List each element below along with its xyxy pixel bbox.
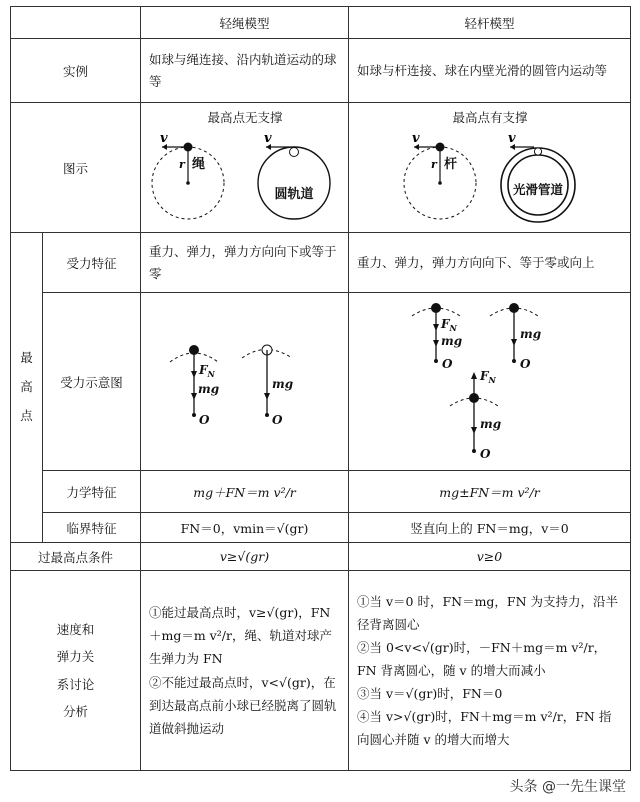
- arrowhead-icon: [191, 393, 197, 400]
- watermark: 头条 @一先生课堂: [509, 779, 626, 795]
- o-label: O: [519, 356, 530, 371]
- analysis-label-line: 速度和: [56, 621, 95, 637]
- examples-rod: 如球与杆连接、球在内壁光滑的圆管内运动等: [349, 39, 631, 103]
- force-diagram-label: 受力示意图: [43, 293, 141, 471]
- rope-force-diagram: [142, 294, 348, 470]
- analysis-rod-item: ②当 0<v<√(gr)时，－FN＋mg＝m v²/r，FN 背离圆心，随 v 的增大而减小: [357, 639, 607, 678]
- o-label: O: [198, 412, 209, 427]
- rod-force-diagram: [350, 294, 630, 470]
- arrowhead-icon: [471, 372, 477, 379]
- mg-label: mg: [479, 416, 501, 431]
- tube-label: 光滑管道: [512, 181, 563, 197]
- center-dot: [265, 413, 269, 417]
- rope-diagram: [142, 104, 348, 232]
- analysis-rope-item: ①能过最高点时，v≥√(gr)，FN＋mg＝m v²/r，绳、轨道对球产生弹力为 FN: [149, 605, 332, 667]
- center-dot: [434, 359, 438, 363]
- header-rope: 轻绳模型: [141, 7, 349, 39]
- r-label: r: [178, 157, 185, 171]
- analysis-label-line: 弹力关: [56, 649, 95, 664]
- mechanics-rod: mg±FN＝m v²/r: [349, 471, 631, 513]
- pass-condition-label: 过最高点条件: [11, 543, 141, 571]
- fn-label: $F_N$: [440, 316, 457, 333]
- mechanics-label: 力学特征: [43, 471, 141, 513]
- o-label: O: [479, 446, 490, 461]
- rod-diagram-cell: [349, 103, 631, 233]
- analysis-rope: [141, 571, 349, 771]
- mg-label: mg: [197, 381, 219, 396]
- track-ball: [289, 147, 298, 156]
- analysis-rod: [349, 571, 631, 771]
- r-label: r: [430, 157, 437, 171]
- mg-label: mg: [519, 326, 541, 341]
- rod-tag: 杆: [443, 156, 457, 172]
- force-diagram-row: [11, 293, 631, 471]
- analysis-rod-item: ①当 v＝0 时，FN＝mg，FN 为支持力，沿半径背离圆心: [357, 593, 619, 632]
- analysis-label-line: 系讨论: [56, 676, 95, 692]
- rope-force-cell: [141, 293, 349, 471]
- force-feature-rope: 重力、弹力，弹力方向向下或等于零: [141, 233, 349, 293]
- analysis-label: [11, 571, 141, 771]
- critical-rod: 竖直向上的 FN＝mg，v＝0: [349, 513, 631, 543]
- center-dot: [438, 181, 442, 185]
- center-dot: [192, 413, 196, 417]
- force-feature-label: 受力特征: [43, 233, 141, 293]
- arrowhead-icon: [433, 340, 439, 347]
- rope-caption: 最高点无支撑: [206, 109, 283, 125]
- highest-char-2: 高: [20, 379, 33, 395]
- arrowhead-icon: [471, 427, 477, 434]
- o-label: O: [441, 356, 452, 371]
- arrowhead-icon: [191, 371, 197, 378]
- v-label: v: [159, 130, 168, 146]
- critical-row: [11, 513, 631, 543]
- examples-label: 实例: [11, 39, 141, 103]
- examples-row: [11, 39, 631, 103]
- track-v-label: v: [263, 130, 272, 146]
- header-row: [11, 7, 631, 39]
- rod-diagram: [350, 104, 630, 232]
- analysis-rod-item: ③当 v＝√(gr)时，FN＝0: [357, 686, 503, 702]
- diagram-label: 图示: [11, 103, 141, 233]
- o-label: O: [271, 412, 282, 427]
- analysis-rope-item: ②不能过最高点时，v<√(gr)，在到达最高点前小球已经脱离了圆轨道做斜抛运动: [149, 674, 337, 736]
- track-label: 圆轨道: [273, 186, 314, 202]
- highest-point-label: [11, 233, 43, 543]
- pass-condition-rope: v≥√(gr): [141, 543, 349, 571]
- rod-force-cell: [349, 293, 631, 471]
- mechanics-rope: mg＋FN＝m v²/r: [141, 471, 349, 513]
- rope-tag: 绳: [191, 156, 205, 172]
- arrowhead-icon: [511, 339, 517, 346]
- diagram-row: [11, 103, 631, 233]
- circular-track: [258, 147, 330, 219]
- critical-label: 临界特征: [43, 513, 141, 543]
- mechanics-row: [11, 471, 631, 513]
- center-dot: [472, 449, 476, 453]
- critical-rope: FN＝0，vmin＝√(gr): [141, 513, 349, 543]
- arrowhead-icon: [264, 393, 270, 400]
- mg-label: mg: [440, 333, 462, 348]
- pass-condition-row: [11, 543, 631, 571]
- v-label: v: [411, 130, 420, 146]
- force-feature-row: [11, 233, 631, 293]
- pass-condition-rod: v≥0: [349, 543, 631, 571]
- force-feature-rod: 重力、弹力，弹力方向向下、等于零或向上: [349, 233, 631, 293]
- highest-char-3: 点: [20, 407, 33, 423]
- analysis-row: [11, 571, 631, 771]
- highest-char-1: 最: [20, 350, 33, 366]
- fn-label: $F_N$: [479, 368, 496, 385]
- rope-diagram-cell: [141, 103, 349, 233]
- header-rod: 轻杆模型: [349, 7, 631, 39]
- fn-label: $F_N$: [198, 362, 215, 379]
- header-blank: [11, 7, 141, 39]
- arrowhead-icon: [433, 324, 439, 331]
- tube-v-label: v: [507, 130, 516, 146]
- comparison-table: [10, 6, 631, 771]
- rod-caption: 最高点有支撑: [451, 109, 528, 125]
- center-dot: [512, 359, 516, 363]
- tube-ball: [534, 147, 541, 154]
- mg-label: mg: [271, 376, 293, 391]
- analysis-label-line: 分析: [62, 704, 88, 719]
- examples-rope: 如球与绳连接、沿内轨道运动的球等: [141, 39, 349, 103]
- analysis-rod-item: ④当 v>√(gr)时，FN＋mg＝m v²/r，FN 指向圆心并随 v 的增大而增大: [357, 709, 612, 748]
- center-dot: [186, 181, 190, 185]
